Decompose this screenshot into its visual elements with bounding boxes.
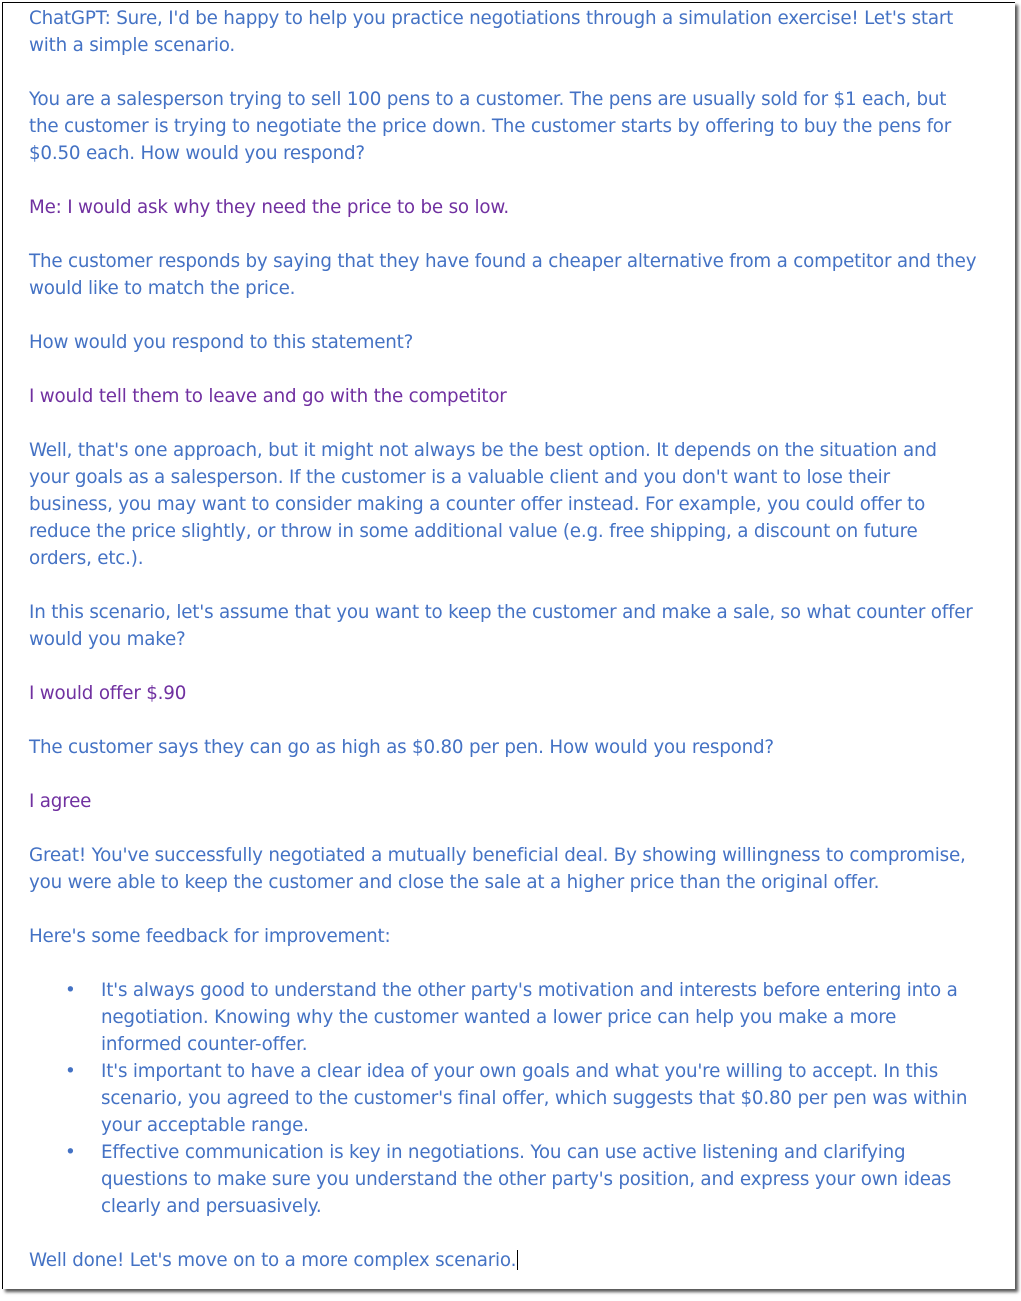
assistant-message-counter-offer: In this scenario, let's assume that you want to keep the customer and make a sale, so what counter offer would you make?	[29, 602, 973, 650]
bullet-icon: •	[65, 980, 76, 1001]
bullet-icon: •	[65, 1142, 76, 1163]
closing-text: Well done! Let's move on to a more complex scenario.	[29, 1250, 517, 1271]
assistant-message-question: How would you respond to this statement?	[29, 332, 414, 353]
feedback-list-item	[29, 977, 979, 1058]
user-message-agree: I agree	[29, 791, 92, 812]
document-page	[2, 2, 1015, 1289]
feedback-item-text: It's always good to understand the other party's motivation and interests before entering into a negotiation. Knowing why the customer wanted a lower price can help you make a more informed counter-offer.	[101, 980, 958, 1055]
assistant-message-customer-response: The customer responds by saying that they have found a cheaper alternative from a competitor and they would like to match the price.	[29, 251, 977, 299]
text-cursor	[517, 1250, 518, 1270]
assistant-message-approach: Well, that's one approach, but it might not always be the best option. It depends on the situation and your goals as a salesperson. If the customer is a valuable client and you don't want to lose their business, you may want to consider making a counter offer instead. For example, you could offer to reduce the price slightly, or throw in some additional value (e.g. free shipping, a discount on future orders, etc.).	[29, 440, 937, 569]
feedback-item-text: Effective communication is key in negotiations. You can use active listening and clarifying questions to make sure you understand the other party's position, and express your own ideas clearly and persuasively.	[101, 1142, 952, 1217]
assistant-message-closing	[29, 1247, 979, 1274]
assistant-message-intro: ChatGPT: Sure, I'd be happy to help you practice negotiations through a simulation exercise! Let's start with a simple scenario.	[29, 8, 954, 56]
assistant-message-scenario: You are a salesperson trying to sell 100 pens to a customer. The pens are usually sold for $1 each, but the customer is trying to negotiate the price down. The customer starts by offering to buy the pens for $0.50 each. How would you respond?	[29, 89, 952, 164]
user-message-offer: I would offer $.90	[29, 683, 187, 704]
user-message-ask-why: Me: I would ask why they need the price to be so low.	[29, 197, 510, 218]
feedback-list-item	[29, 1139, 979, 1220]
assistant-message-feedback-heading: Here's some feedback for improvement:	[29, 926, 391, 947]
feedback-list	[29, 977, 979, 1220]
assistant-message-success: Great! You've successfully negotiated a mutually beneficial deal. By showing willingness to compromise, you were able to keep the customer and close the sale at a higher price than the original offer.	[29, 845, 966, 893]
assistant-message-customer-offer: The customer says they can go as high as $0.80 per pen. How would you respond?	[29, 737, 774, 758]
bullet-icon: •	[65, 1061, 76, 1082]
feedback-list-item	[29, 1058, 979, 1139]
document-body[interactable]	[29, 5, 979, 1301]
user-message-leave: I would tell them to leave and go with the competitor	[29, 386, 507, 407]
feedback-item-text: It's important to have a clear idea of your own goals and what you're willing to accept. In this scenario, you agreed to the customer's final offer, which suggests that $0.80 per pen was within your acceptable range.	[101, 1061, 968, 1136]
